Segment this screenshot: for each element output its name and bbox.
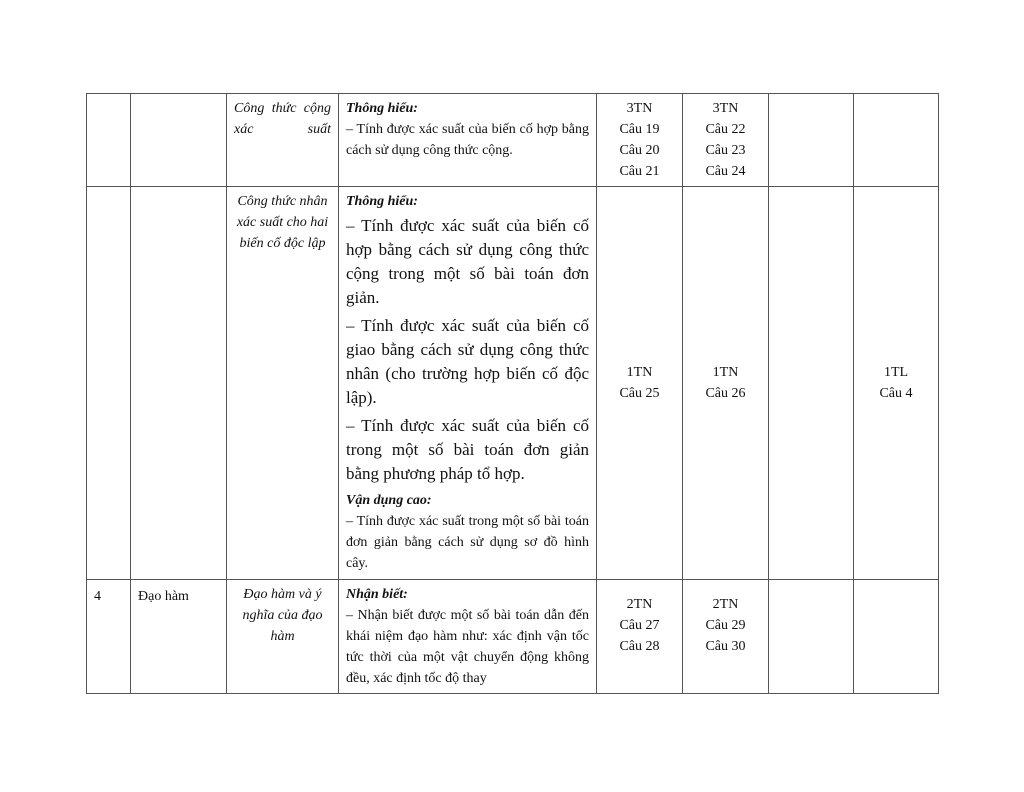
count-nhan-biet-cell: [597, 580, 683, 694]
question-label: Câu 24: [705, 164, 746, 179]
topic-text: Công thức nhân xác suất cho hai biến cố độc lập: [236, 194, 329, 251]
count-van-dung-cao-cell: [854, 580, 939, 694]
count-value: 3TN: [626, 101, 653, 116]
question-label: Câu 30: [705, 639, 746, 654]
assessment-matrix-table: [86, 93, 939, 694]
question-label: Câu 26: [705, 386, 746, 401]
level-heading: Thông hiểu:: [346, 194, 418, 209]
topic-cell: [227, 580, 339, 694]
count-nhan-biet-cell: [597, 187, 683, 580]
requirement-item: – Tính được xác suất của biến cố hợp bằng cách sử dụng công thức cộng trong một số bài toán đơn giản.: [346, 216, 589, 307]
topic-cell: [227, 187, 339, 580]
table-row: [87, 94, 939, 187]
requirements-cell: [339, 580, 597, 694]
count-van-dung-cao-cell: [854, 94, 939, 187]
count-van-dung-cell: [769, 94, 854, 187]
question-label: Câu 25: [619, 386, 660, 401]
count-value: 2TN: [626, 597, 653, 612]
requirement-item: – Tính được xác suất của biến cố hợp bằng cách sử dụng công thức cộng.: [346, 122, 589, 158]
requirement-item: – Tính được xác suất của biến cố giao bằng cách sử dụng công thức nhân (cho trường hợp biến cố độc lập).: [346, 316, 589, 407]
level-heading: Vận dụng cao:: [346, 493, 432, 508]
question-label: Câu 27: [619, 618, 660, 633]
count-value: 1TN: [626, 365, 653, 380]
chapter-cell: [131, 187, 227, 580]
row-number-cell: [87, 94, 131, 187]
question-label: Câu 21: [619, 164, 660, 179]
table-row: [87, 187, 939, 580]
topic-text: Đạo hàm và ý nghĩa của đạo hàm: [242, 587, 323, 644]
chapter-cell: Đạo hàm: [131, 580, 227, 694]
requirements-cell: [339, 94, 597, 187]
question-label: Câu 4: [879, 386, 913, 401]
row-number-cell: [87, 187, 131, 580]
level-heading: Thông hiểu:: [346, 101, 418, 116]
topic-cell: [227, 94, 339, 187]
question-label: Câu 20: [619, 143, 660, 158]
table-row: [87, 580, 939, 694]
question-label: Câu 22: [705, 122, 746, 137]
question-label: Câu 28: [619, 639, 660, 654]
topic-text: Công thức cộng xác suất: [234, 101, 331, 137]
count-thong-hieu-cell: [683, 94, 769, 187]
count-value: 1TN: [712, 365, 739, 380]
count-value: 2TN: [712, 597, 739, 612]
count-van-dung-cao-cell: [854, 187, 939, 580]
requirements-cell: [339, 187, 597, 580]
question-label: Câu 19: [619, 122, 660, 137]
count-van-dung-cell: [769, 580, 854, 694]
count-nhan-biet-cell: [597, 94, 683, 187]
level-heading: Nhận biết:: [346, 587, 408, 602]
requirement-item: – Nhận biết được một số bài toán dẫn đến khái niệm đạo hàm như: xác định vận tốc tức thời của một vật chuyển động không đều, xác định tốc độ thay: [346, 608, 589, 686]
row-number-cell: 4: [87, 580, 131, 694]
count-van-dung-cell: [769, 187, 854, 580]
requirement-item: – Tính được xác suất của biến cố trong một số bài toán đơn giản bằng phương pháp tổ hợp.: [346, 416, 589, 483]
count-value: 1TL: [883, 365, 909, 380]
count-thong-hieu-cell: [683, 580, 769, 694]
chapter-cell: [131, 94, 227, 187]
count-value: 3TN: [712, 101, 739, 116]
count-thong-hieu-cell: [683, 187, 769, 580]
question-label: Câu 23: [705, 143, 746, 158]
requirement-item: – Tính được xác suất trong một số bài toán đơn giản bằng cách sử dụng sơ đồ hình cây.: [346, 514, 589, 571]
question-label: Câu 29: [705, 618, 746, 633]
